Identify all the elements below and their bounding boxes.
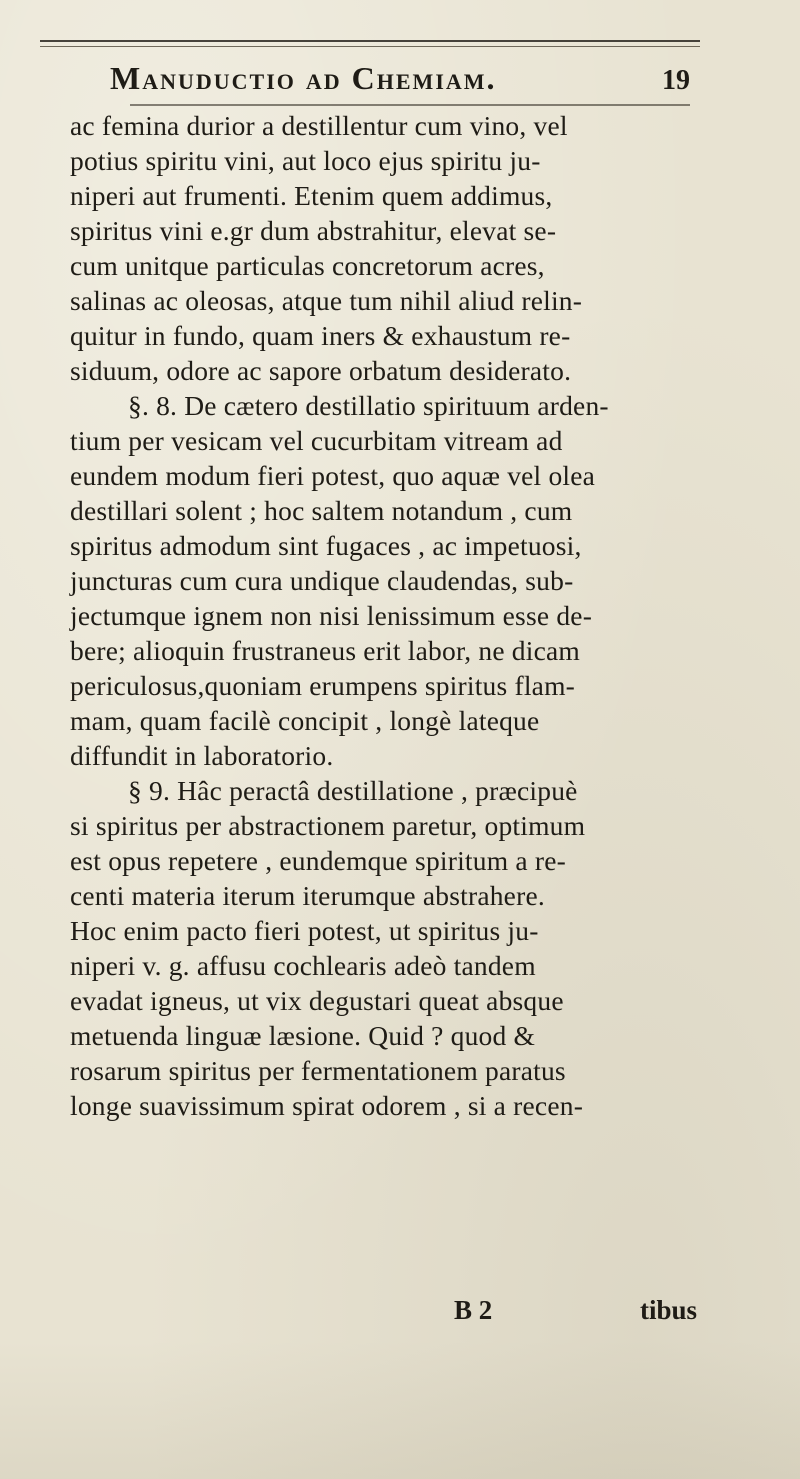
text-line: longe suavissimum spirat odorem , si a recen-	[70, 1090, 584, 1121]
running-head	[110, 60, 690, 100]
text-line: destillari solent ; hoc saltem notandum , cum	[70, 495, 573, 526]
page-footer	[0, 1295, 800, 1335]
text-line: niperi v. g. affusu cochlearis adeò tandem	[70, 950, 536, 981]
signature-mark: B 2	[454, 1295, 493, 1325]
text-line: tium per vesicam vel cucurbitam vitream ad	[70, 425, 563, 456]
text-line: eundem modum fieri potest, quo aquæ vel olea	[70, 460, 596, 491]
text-line: niperi aut frumenti. Etenim quem addimus,	[70, 180, 553, 211]
text-line: bere; alioquin frustraneus erit labor, ne dicam	[70, 635, 580, 666]
catchword: tibus	[640, 1295, 698, 1325]
text-line: mam, quam facilè concipit , longè lateque	[70, 705, 540, 736]
text-line: spiritus admodum sint fugaces , ac impetuosi,	[70, 530, 582, 561]
text-line: §. 8. De cætero destillatio spirituum arden-	[128, 390, 609, 421]
text-line: § 9. Hâc peractâ destillatione , præcipuè	[128, 775, 578, 806]
text-line: diffundit in laboratorio.	[70, 740, 334, 771]
text-line: est opus repetere , eundemque spiritum a re-	[70, 845, 566, 876]
text-line: quitur in fundo, quam iners & exhaustum re-	[70, 320, 571, 351]
body-text	[70, 108, 730, 1123]
text-line: salinas ac oleosas, atque tum nihil aliud relin-	[70, 285, 583, 316]
text-line: jectumque ignem non nisi lenissimum esse de-	[70, 600, 593, 631]
text-line: spiritus vini e.gr dum abstrahitur, elevat se-	[70, 215, 557, 246]
top-rule	[40, 40, 700, 47]
paper-stain	[0, 1340, 800, 1479]
text-line: centi materia iterum iterumque abstrahere.	[70, 880, 545, 911]
text-line: ac femina durior a destillentur cum vino, vel	[70, 110, 568, 141]
text-line: periculosus,quoniam erumpens spiritus flam-	[70, 670, 576, 701]
text-line: si spiritus per abstractionem paretur, optimum	[70, 810, 586, 841]
page-number: 19	[662, 65, 690, 96]
text-line: potius spiritu vini, aut loco ejus spiritu ju-	[70, 145, 541, 176]
text-line: siduum, odore ac sapore orbatum desiderato.	[70, 355, 572, 386]
text-line: rosarum spiritus per fermentationem paratus	[70, 1055, 566, 1086]
running-title: Manuductio ad Chemiam.	[110, 60, 497, 96]
text-line: metuenda linguæ læsione. Quid ? quod &	[70, 1020, 536, 1051]
text-line: Hoc enim pacto fieri potest, ut spiritus ju-	[70, 915, 539, 946]
text-line: evadat igneus, ut vix degustari queat absque	[70, 985, 564, 1016]
header-rule	[130, 104, 690, 106]
text-line: cum unitque particulas concretorum acres,	[70, 250, 545, 281]
text-line: juncturas cum cura undique claudendas, sub-	[70, 565, 574, 596]
